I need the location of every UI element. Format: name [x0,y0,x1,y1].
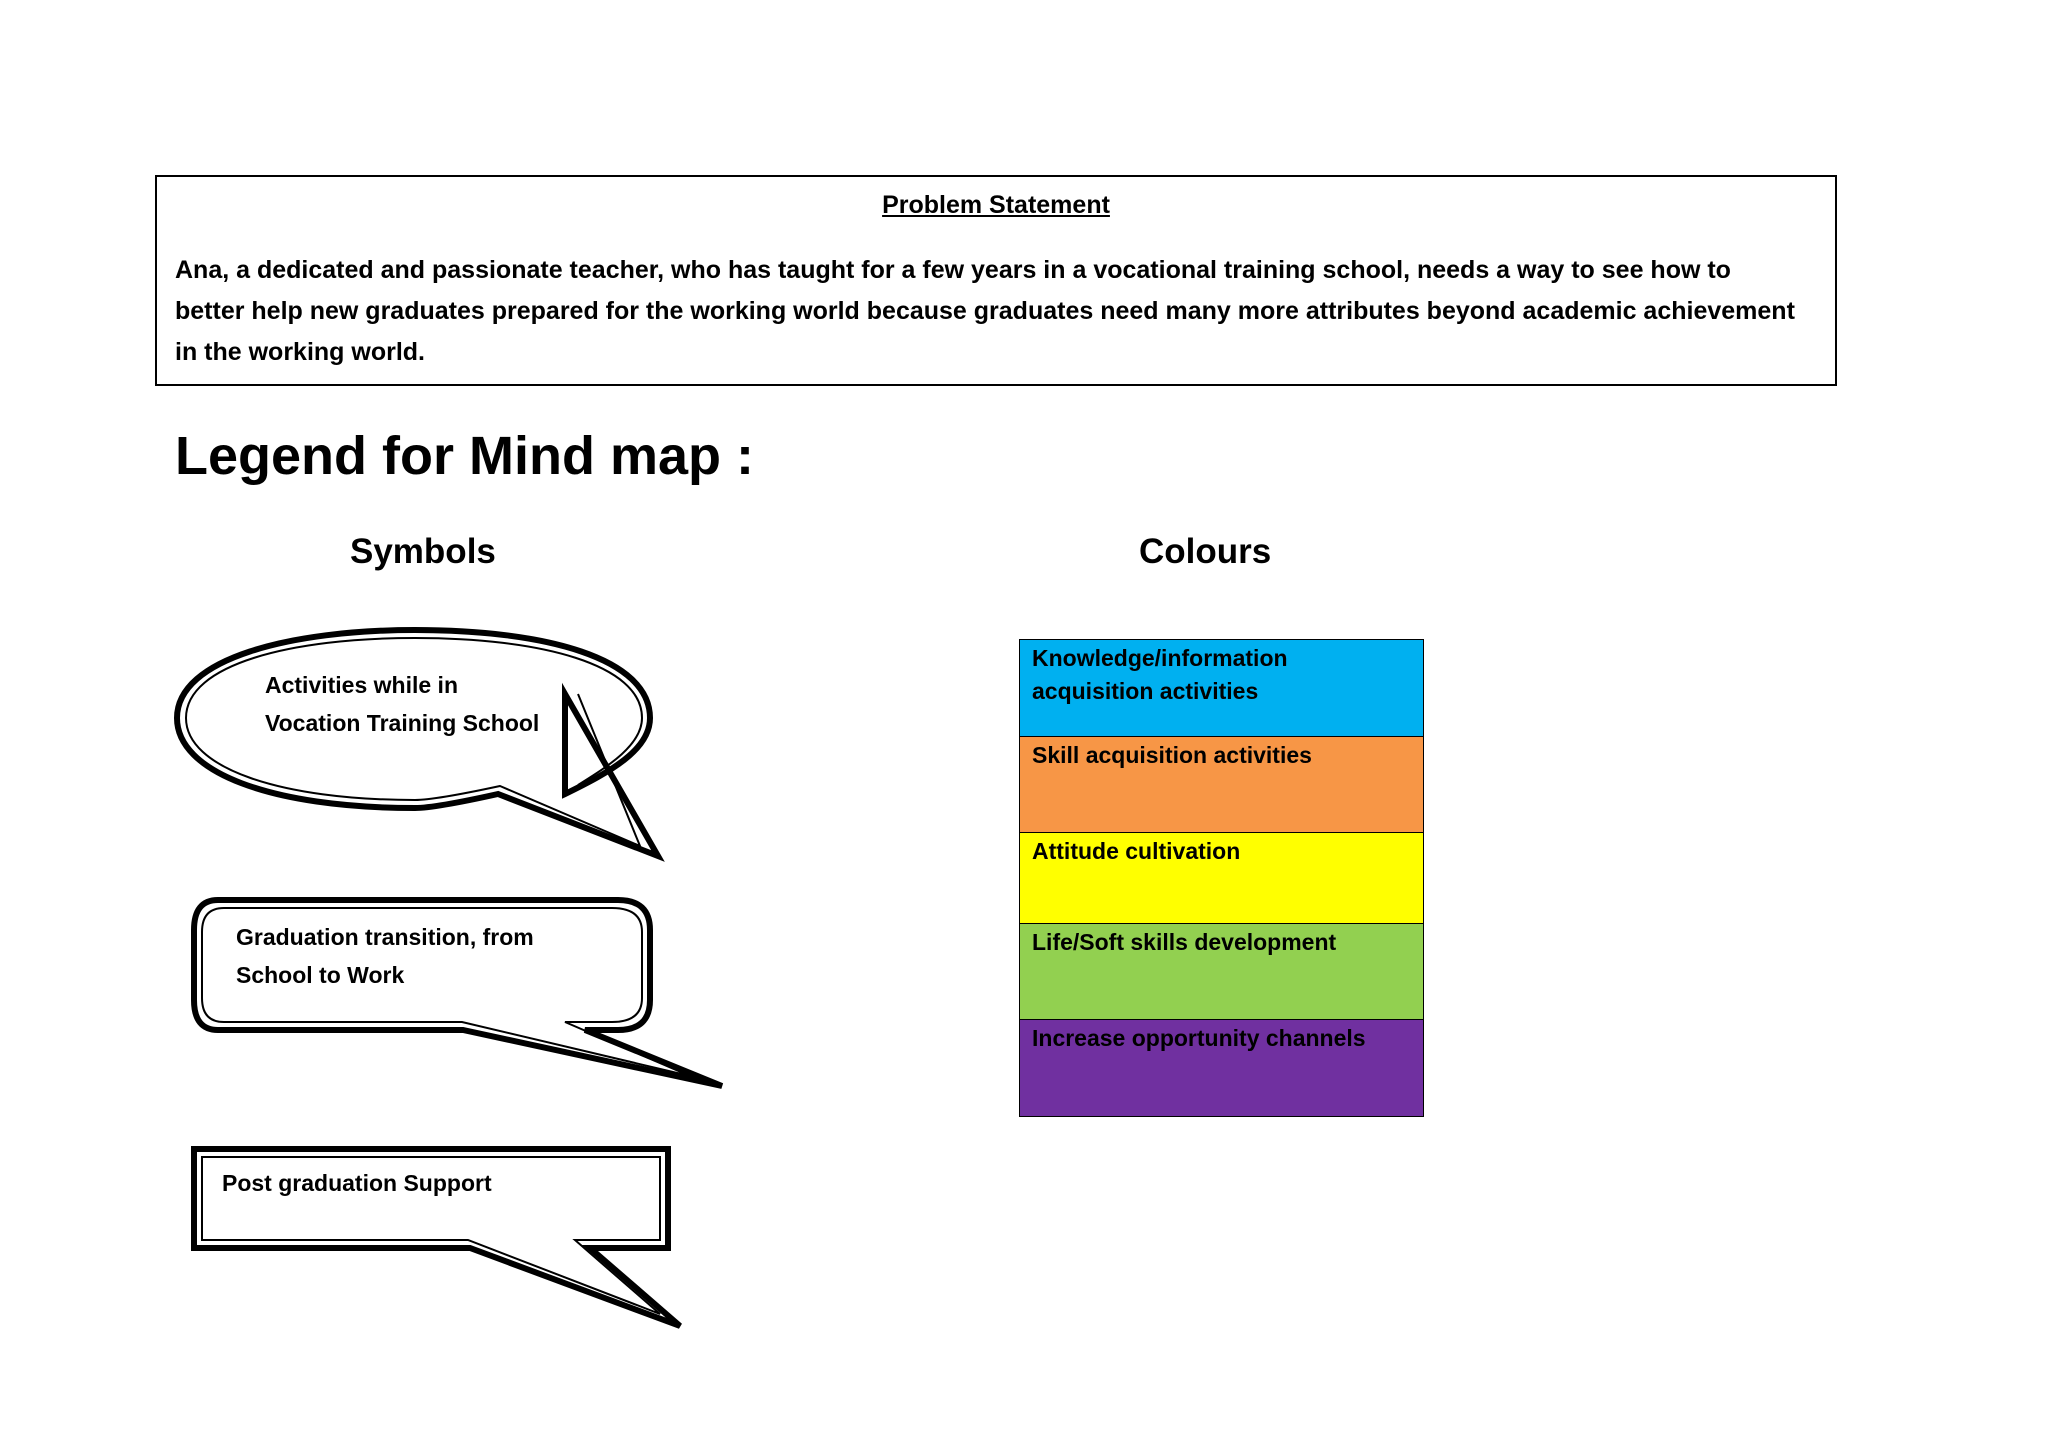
colour-row-skill [1020,736,1423,832]
colour-row-knowledge [1020,640,1423,736]
colours-heading: Colours [1139,532,1272,571]
oval-callout-label-line1: Activities while in [265,672,458,698]
colour-row-attitude [1020,832,1423,923]
rectangle-callout-label-line1: Post graduation Support [222,1170,492,1196]
colour-row-opportunity [1020,1019,1423,1116]
colour-label-attitude: Attitude cultivation [1032,838,1241,864]
rounded-callout-label-line2: School to Work [236,962,405,988]
colour-label-soft-skills: Life/Soft skills development [1032,929,1337,955]
rounded-callout-label-line1: Graduation transition, from [236,924,534,950]
oval-callout-symbol [177,630,658,856]
problem-statement-body: Ana, a dedicated and passionate teacher, who has taught for a few years in a vocational training school, needs a way to see how to better help new graduates prepared for the working world because graduates need many more attributes beyond academic achievement in the working world. [175,256,1795,366]
colour-label-opportunity: Increase opportunity channels [1032,1025,1366,1051]
problem-statement-title: Problem Statement [882,191,1110,219]
oval-callout-label-line2: Vocation Training School [265,710,540,736]
symbols-heading: Symbols [350,532,496,571]
legend-title: Legend for Mind map : [175,426,754,486]
oval-callout-label [265,666,539,742]
colour-legend-table [1019,639,1424,1117]
rectangle-callout-label [222,1164,492,1202]
colour-label-skill: Skill acquisition activities [1032,742,1312,768]
rounded-callout-label [236,918,534,994]
colour-label-knowledge: Knowledge/information acquisition activities [1032,645,1288,704]
colour-row-soft-skills [1020,923,1423,1019]
